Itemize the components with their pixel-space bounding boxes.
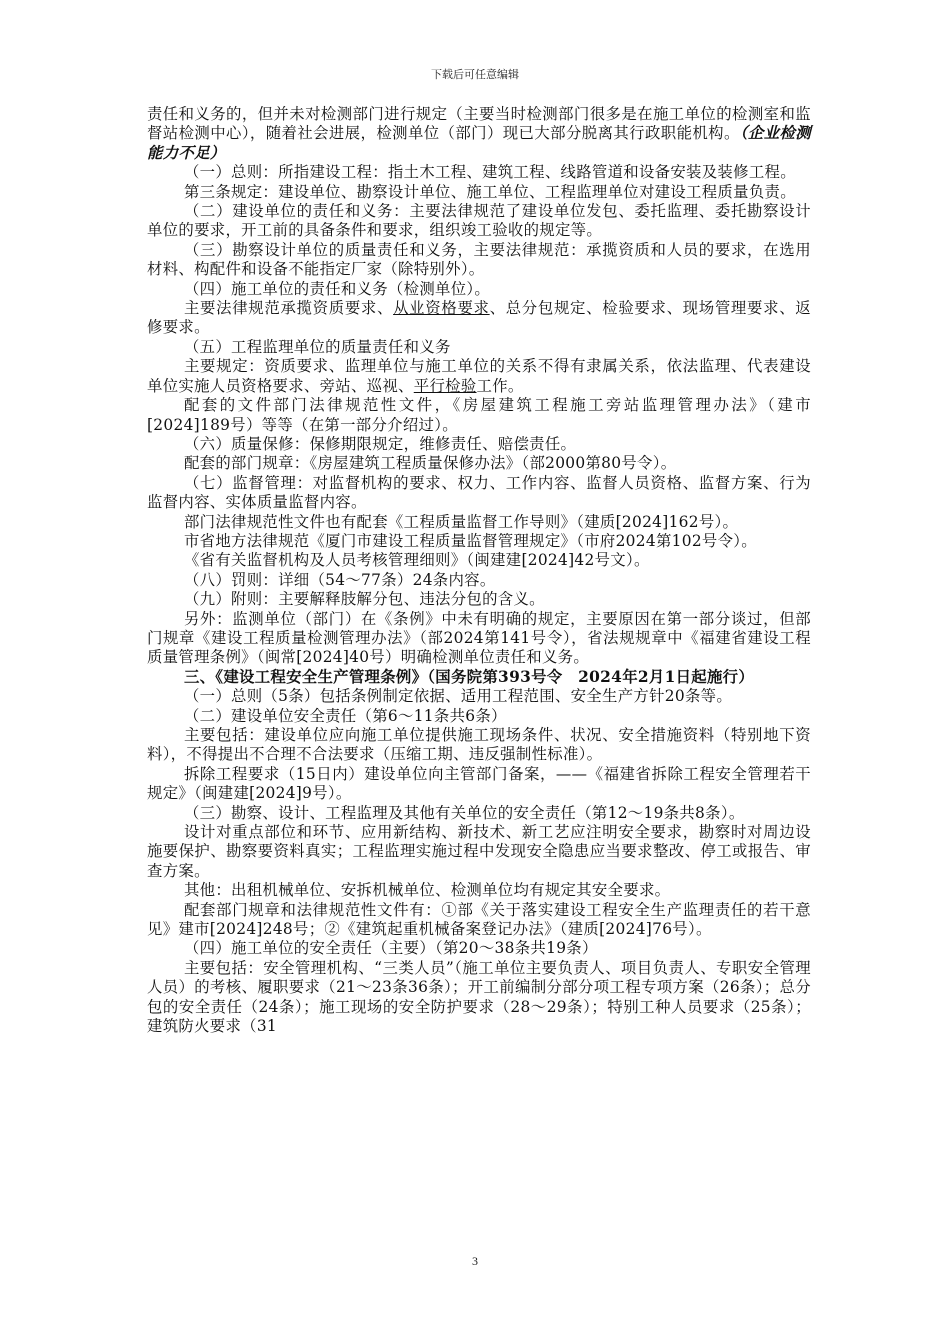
paragraph: （二）建设单位的责任和义务：主要法律规范了建设单位发包、委托监理、委托勘察设计单位的要求，开工前的具备条件和要求，组织竣工验收的规定等。: [147, 202, 811, 240]
paragraph-text: 、总分包规定、检验要求、现场管理要求、返修要求。: [147, 299, 811, 337]
paragraph: 第三条规定：建设单位、勘察设计单位、施工单位、工程监理单位对建设工程质量负责。: [183, 182, 796, 201]
paragraph: [147, 357, 811, 396]
paragraph: 部门法律规范性文件也有配套《工程质量监督工作导则》（建质[2024]162号）。: [183, 512, 739, 531]
underlined-term: 平行检验: [413, 376, 477, 395]
paragraph: （八）罚则：详细（54～77条）24条内容。: [183, 570, 496, 589]
paragraph: 设计对重点部位和环节、应用新结构、新技术、新工艺应注明安全要求，勘察时对周边设施要保护、勘察要资料真实；工程监理实施过程中发现安全隐患应当要求整改、停工或报告、审查方案。: [147, 823, 811, 880]
page-number: 3: [472, 1254, 478, 1268]
paragraph: [147, 299, 811, 338]
paragraph: （九）附则：主要解释肢解分包、违法分包的含义。: [183, 590, 545, 609]
emphasis-note: （企业检测能力不足）: [147, 124, 811, 162]
paragraph: 《省有关监督机构及人员考核管理细则》（闽建建[2024]42号文）。: [183, 551, 650, 570]
section-heading: 三、《建设工程安全生产管理条例》（国务院第393号令 2024年2月1日起施行）: [183, 667, 755, 686]
paragraph: 配套的部门规章：《房屋建筑工程质量保修办法》（部2000第80号令）。: [183, 454, 677, 473]
paragraph: （三）勘察设计单位的质量责任和义务，主要法律规范：承揽资质和人员的要求，在选用材料、构配件和设备不能指定厂家（除特别外）。: [147, 240, 811, 279]
paragraph-text: 主要法律规范承揽资质要求、: [183, 299, 394, 318]
paragraph-text: 责任和义务的，但并未对检测部门进行规定（主要当时检测部门很多是在施工单位的检测室和监督站检测中心），随着社会进展，检测单位（部门）现已大部分脱离其行政职能机构。: [147, 105, 811, 143]
paragraph: 配套部门规章和法律规范性文件有：①部《关于落实建设工程安全生产监理责任的若干意见》建市[2024]248号；②《建筑起重机械备案登记办法》（建质[2024]76号）。: [147, 900, 811, 939]
paragraph: 另外：监测单位（部门）在《条例》中未有明确的规定，主要原因在第一部分谈过，但部门规章《建设工程质量检测管理办法》（部2024第141号令），省法规规章中《福建省建设工程质量管理条例》（闽常[2024]40号）明确检测单位责任和义务。: [147, 609, 811, 667]
paragraph: （五）工程监理单位的质量责任和义务: [183, 337, 451, 356]
underlined-term: 从业资格要求: [393, 299, 490, 318]
paragraph-text: 主要规定：资质要求、监理单位与施工单位的关系不得有隶属关系，依法监理、代表建设单位实施人员资格要求、旁站、巡视、: [147, 357, 811, 395]
paragraph: （六）质量保修：保修期限规定，维修责任、赔偿责任。: [183, 434, 577, 453]
paragraph: [147, 105, 811, 163]
paragraph: 主要包括：建设单位应向施工单位提供施工现场条件、状况、安全措施资料（特别地下资料），不得提出不合理不合法要求（压缩工期、违反强制性标准）。: [147, 726, 811, 764]
page-header: 下载后可任意编辑: [431, 68, 519, 81]
paragraph: （四）施工单位的安全责任（主要）（第20～38条共19条）: [183, 939, 598, 958]
paragraph: （一）总则（5条）包括条例制定依据、适用工程范围、安全生产方针20条等。: [183, 687, 733, 706]
paragraph: 主要包括：安全管理机构、“三类人员”（施工单位主要负责人、项目负责人、专职安全管理人员）的考核、履职要求（21～23条36条）；开工前编制分部分项工程专项方案（26条）；总分包的安全责任（24条）；施工现场的安全防护要求（28～29条）；特别工种人员要求（25条）；建筑防火要求（31: [147, 958, 811, 1036]
paragraph: 其他：出租机械单位、安拆机械单位、检测单位均有规定其安全要求。: [183, 881, 671, 900]
paragraph: （三）勘察、设计、工程监理及其他有关单位的安全责任（第12～19条共8条）。: [183, 803, 745, 822]
paragraph: 配套的文件部门法律规范性文件，《房屋建筑工程施工旁站监理管理办法》（建市[2024]189号）等等（在第一部分介绍过）。: [147, 396, 811, 434]
paragraph: （一）总则：所指建设工程：指土木工程、建筑工程、线路管道和设备安装及装修工程。: [183, 163, 796, 182]
paragraph-text: 工作。: [476, 376, 524, 395]
paragraph: （四）施工单位的责任和义务（检测单位）。: [183, 279, 491, 298]
document-body: [147, 105, 811, 1037]
paragraph: 市省地方法律规范《厦门市建设工程质量监督管理规定》（市府2024第102号令）。: [183, 531, 757, 550]
paragraph: （二）建设单位安全责任（第6～11条共6条）: [183, 706, 507, 725]
paragraph: 拆除工程要求（15日内）建设单位向主管部门备案，——《福建省拆除工程安全管理若干规定》（闽建建[2024]9号）。: [147, 764, 811, 803]
paragraph: （七）监督管理：对监督机构的要求、权力、工作内容、监督人员资格、监督方案、行为监督内容、实体质量监督内容。: [147, 473, 811, 512]
